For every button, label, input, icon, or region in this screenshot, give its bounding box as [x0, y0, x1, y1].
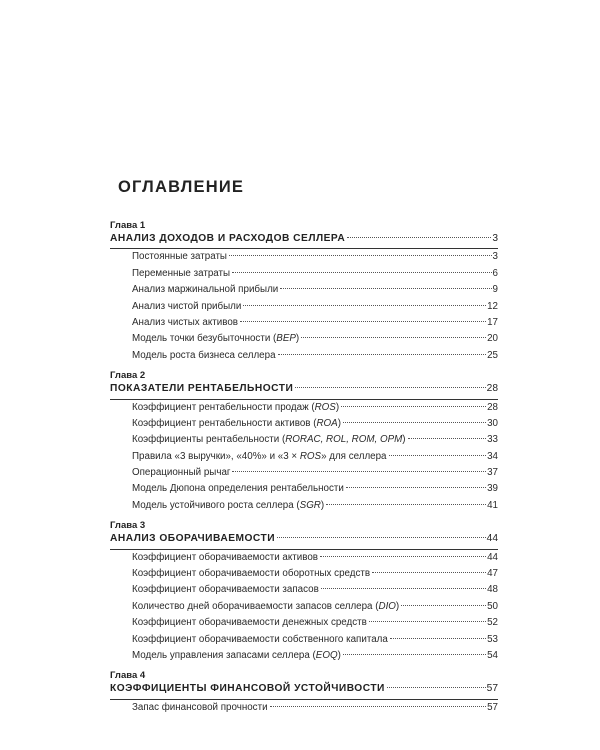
page-number: 47 — [487, 568, 498, 580]
chapter-title: АНАЛИЗ ДОХОДОВ И РАСХОДОВ СЕЛЛЕРА — [110, 233, 346, 244]
chapter-title: АНАЛИЗ ОБОРАЧИВАЕМОСТИ — [110, 533, 276, 545]
page-number: 52 — [487, 617, 498, 629]
page-number: 9 — [492, 284, 498, 296]
chapter-title: КОЭФФИЦИЕНТЫ ФИНАНСОВОЙ УСТОЙЧИВОСТИ — [110, 683, 385, 695]
dot-leader — [343, 422, 486, 423]
entry-abbreviation: DIO — [378, 600, 396, 612]
dot-leader — [320, 556, 486, 557]
dot-leader — [387, 687, 486, 688]
entry-abbreviation: EOQ — [315, 649, 338, 661]
page-number: 20 — [487, 333, 498, 345]
toc-entry[interactable] — [110, 566, 498, 582]
toc-entry[interactable] — [110, 465, 498, 481]
entry-title: Коэффициент оборачиваемости оборотных средств — [132, 568, 371, 580]
dot-leader — [229, 255, 492, 256]
table-of-contents — [110, 220, 498, 716]
toc-entry[interactable] — [110, 416, 498, 432]
page-number: 44 — [486, 533, 498, 545]
chapter-title-entry[interactable] — [110, 381, 498, 397]
dot-leader — [390, 638, 486, 639]
page-number: 28 — [486, 383, 498, 395]
entry-abbreviation: ROS — [299, 450, 322, 462]
entry-abbreviation: SGR — [299, 499, 321, 511]
page-number: 30 — [487, 417, 498, 429]
entry-abbreviation: BEP — [276, 333, 296, 345]
chapter-title-entry[interactable] — [110, 531, 498, 547]
chapter-section — [110, 670, 498, 716]
dot-leader — [240, 321, 486, 322]
entry-title: Коэффициент оборачиваемости денежных средств — [132, 617, 367, 629]
entry-title: Модель роста бизнеса селлера — [132, 349, 276, 361]
chapter-section — [110, 220, 498, 364]
entry-title: Постоянные затраты — [132, 251, 227, 263]
toc-entry[interactable] — [110, 550, 498, 566]
chapter-label: Глава 3 — [110, 520, 146, 532]
page-number: 17 — [487, 316, 498, 328]
page-number: 54 — [487, 649, 498, 661]
toc-entry[interactable] — [110, 481, 498, 497]
dot-leader — [326, 504, 486, 505]
dot-leader — [278, 354, 487, 355]
chapter-label: Глава 4 — [110, 670, 146, 682]
dot-leader — [389, 455, 487, 456]
toc-entry[interactable] — [110, 632, 498, 648]
page-number: 25 — [487, 349, 498, 361]
dot-leader — [277, 537, 486, 538]
dot-leader — [243, 305, 486, 306]
page-number: 50 — [487, 600, 498, 612]
entry-title: Анализ маржинальной прибыли — [132, 284, 279, 296]
chapter-title-entry[interactable] — [110, 681, 498, 697]
entry-title: Коэффициент оборачиваемости запасов — [132, 584, 319, 596]
toc-entry[interactable] — [110, 432, 498, 448]
entry-title: Модель управления запасами селлера (EOQ) — [132, 649, 341, 661]
dot-leader — [347, 237, 491, 238]
dot-leader — [343, 654, 486, 655]
toc-entry[interactable] — [110, 315, 498, 331]
entry-title: Коэффициент оборачиваемости собственного капитала — [132, 633, 388, 645]
toc-entry[interactable] — [110, 348, 498, 364]
page-number: 3 — [492, 251, 498, 263]
dot-leader — [280, 288, 491, 289]
page-number: 44 — [487, 551, 498, 563]
entry-title: Коэффициент оборачиваемости активов — [132, 551, 318, 563]
dot-leader — [321, 588, 486, 589]
toc-entry[interactable] — [110, 498, 498, 514]
page-number: 41 — [487, 499, 498, 511]
page-number: 6 — [492, 267, 498, 279]
page-number: 28 — [487, 401, 498, 413]
entry-title: Анализ чистых активов — [132, 316, 238, 328]
toc-entry[interactable] — [110, 299, 498, 315]
dot-leader — [372, 572, 486, 573]
entry-title: Коэффициент рентабельности продаж (ROS) — [132, 401, 340, 413]
entry-abbreviation: ROA — [316, 417, 338, 429]
page-number: 12 — [487, 300, 498, 312]
entry-title: Правила «3 выручки», «40%» и «3 × ROS» для селлера — [132, 450, 387, 462]
entry-title: Модель точки безубыточности (BEP) — [132, 333, 300, 345]
entry-title: Модель Дюпона определения рентабельности — [132, 483, 344, 495]
toc-entry[interactable] — [110, 648, 498, 664]
entry-title: Запас финансовой прочности — [132, 701, 268, 713]
toc-entry[interactable] — [110, 700, 498, 716]
page-number: 57 — [487, 701, 498, 713]
entry-title: Коэффициенты рентабельности (RORAC, ROL, ROM, OPM) — [132, 434, 406, 446]
page-number: 57 — [486, 683, 498, 695]
dot-leader — [346, 487, 486, 488]
entry-title: Модель устойчивого роста селлера (SGR) — [132, 499, 325, 511]
chapter-title: ПОКАЗАТЕЛИ РЕНТАБЕЛЬНОСТИ — [110, 383, 294, 395]
dot-leader — [408, 438, 487, 439]
entry-abbreviation: RORAC, ROL, ROM, OPM — [285, 434, 403, 446]
page-number: 34 — [487, 450, 498, 462]
toc-entry[interactable] — [110, 449, 498, 465]
page-number: 3 — [492, 233, 498, 244]
entry-title: Переменные затраты — [132, 267, 231, 279]
page-number: 48 — [487, 584, 498, 596]
page-title: ОГЛАВЛЕНИЕ — [118, 178, 245, 196]
page-number: 53 — [487, 633, 498, 645]
entry-title: Операционный рычаг — [132, 467, 231, 479]
dot-leader — [401, 605, 486, 606]
chapter-label: Глава 2 — [110, 370, 146, 382]
dot-leader — [341, 406, 486, 407]
chapter-section — [110, 370, 498, 514]
toc-entry[interactable] — [110, 400, 498, 416]
dot-leader — [232, 471, 486, 472]
toc-entry[interactable] — [110, 582, 498, 598]
dot-leader — [369, 621, 486, 622]
toc-entry[interactable] — [110, 266, 498, 282]
dot-leader — [301, 337, 486, 338]
chapter-label: Глава 1 — [110, 220, 146, 231]
entry-title: Анализ чистой прибыли — [132, 300, 242, 312]
toc-entry[interactable] — [110, 282, 498, 298]
chapter-section — [110, 520, 498, 664]
dot-leader — [295, 387, 485, 388]
entry-title: Коэффициент рентабельности активов (ROA) — [132, 417, 341, 429]
page-number: 33 — [487, 434, 498, 446]
page-number: 39 — [487, 483, 498, 495]
dot-leader — [232, 272, 492, 273]
toc-entry[interactable] — [110, 331, 498, 347]
dot-leader — [270, 706, 487, 707]
toc-entry[interactable] — [110, 249, 498, 265]
entry-abbreviation: ROS — [314, 401, 336, 413]
toc-entry[interactable] — [110, 615, 498, 631]
page-number: 37 — [487, 467, 498, 479]
toc-entry[interactable] — [110, 599, 498, 615]
entry-title: Количество дней оборачиваемости запасов селлера (DIO) — [132, 600, 400, 612]
chapter-title-entry[interactable] — [110, 231, 498, 247]
